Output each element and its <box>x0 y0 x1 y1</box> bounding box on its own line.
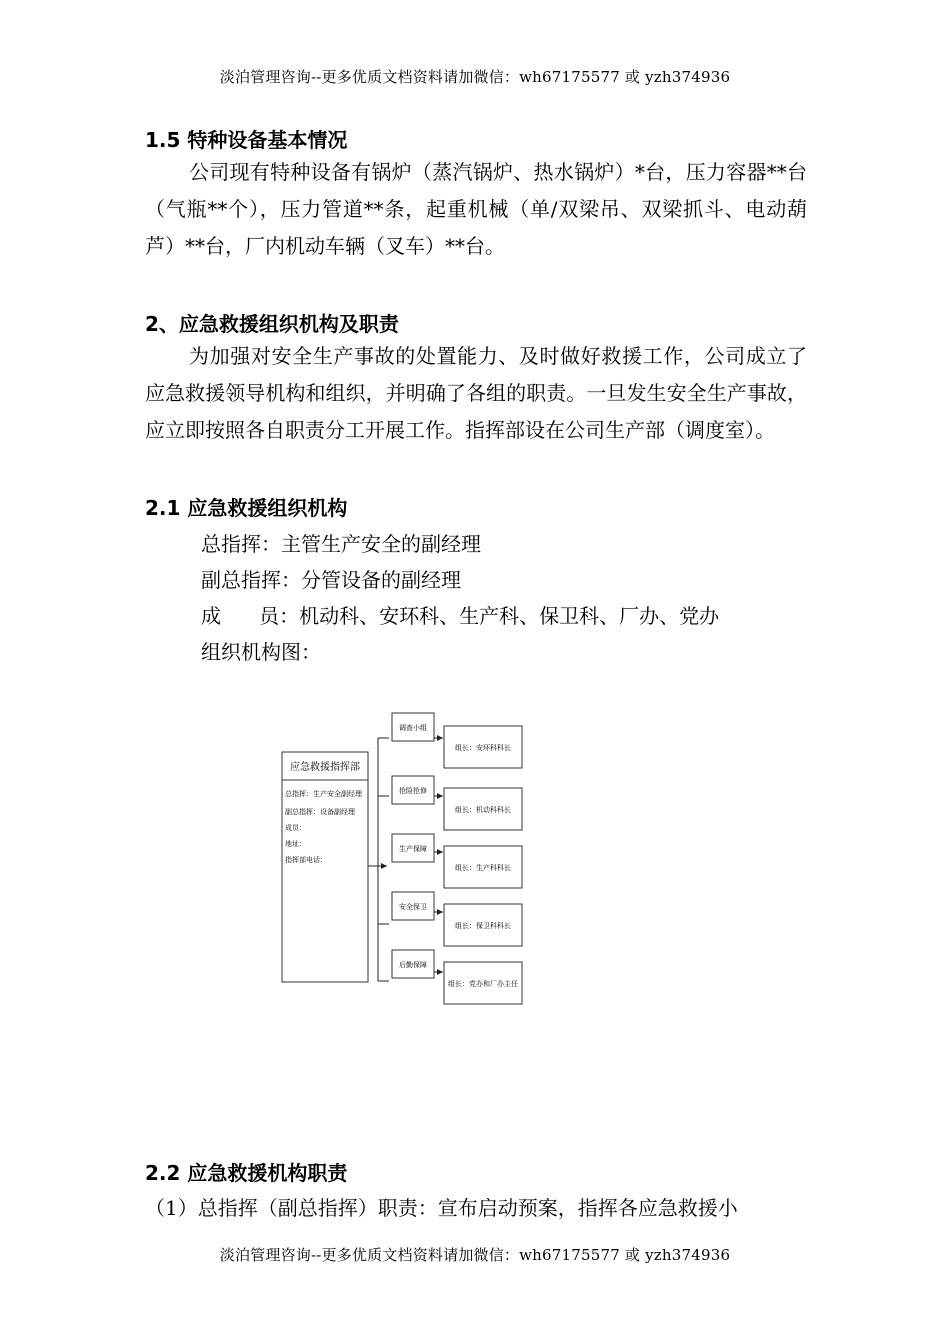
section-2-2-title: 2.2 应急救援机构职责 <box>145 1161 348 1185</box>
group-leader: 组长：机动科科长 <box>455 806 511 814</box>
section-1-5-body: 公司现有特种设备有锅炉（蒸汽锅炉、热水锅炉）*台，压力容器**台（气瓶**个），压力管道**条，起重机械（单/双梁吊、双梁抓斗、电动葫芦）**台，厂内机动车辆（叉车）**台。 <box>145 160 807 258</box>
hq-title: 应急救援指挥部 <box>290 762 360 773</box>
hq-line: 地址： <box>285 840 306 848</box>
members-line: 成 员：机动科、安环科、生产科、保卫科、厂办、党办 <box>201 604 720 628</box>
group-leader: 组长：党办和厂办主任 <box>448 980 518 988</box>
hq-line: 指挥部电话： <box>285 856 327 864</box>
hq-line: 成员： <box>285 824 306 832</box>
group-name: 调查小组 <box>399 724 427 732</box>
hq-box <box>282 752 368 982</box>
hq-line: 副总指挥：设备副经理 <box>285 808 355 816</box>
section-2-body: 为加强对安全生产事故的处置能力、及时做好救援工作，公司成立了应急救援领导机构和组织，并明确了各组的职责。一旦发生安全生产事故，应立即按照各自职责分工开展工作。指挥部设在公司生产部（调度室）。 <box>145 344 807 442</box>
section-1-5-title: 1.5 特种设备基本情况 <box>145 128 348 152</box>
section-2-title: 2、应急救援组织机构及职责 <box>145 312 399 336</box>
group-name: 生产保障 <box>399 845 427 853</box>
commander-line: 总指挥：主管生产安全的副经理 <box>201 532 481 556</box>
group-leader: 组长：安环科科长 <box>455 744 511 752</box>
group-leader: 组长：保卫科科长 <box>455 922 511 930</box>
group-name: 安全保卫 <box>399 903 427 911</box>
section-2-1-title: 2.1 应急救援组织机构 <box>145 496 348 520</box>
group-leader: 组长：生产科科长 <box>455 864 511 872</box>
deputy-commander-line: 副总指挥：分管设备的副经理 <box>201 568 461 592</box>
page-header: 淡泊管理咨询--更多优质文档资料请加微信：wh67175577 或 yzh374936 <box>219 68 731 86</box>
page-footer: 淡泊管理咨询--更多优质文档资料请加微信：wh67175577 或 yzh374936 <box>219 1246 731 1264</box>
group-name: 后勤保障 <box>399 961 427 969</box>
group-name: 抢险抢修 <box>399 787 427 795</box>
hq-line: 总指挥：生产安全副经理 <box>285 790 362 798</box>
org-chart-caption: 组织机构图： <box>201 640 321 664</box>
section-2-2-line: （1）总指挥（副总指挥）职责：宣布启动预案，指挥各应急救援小 <box>145 1196 738 1220</box>
